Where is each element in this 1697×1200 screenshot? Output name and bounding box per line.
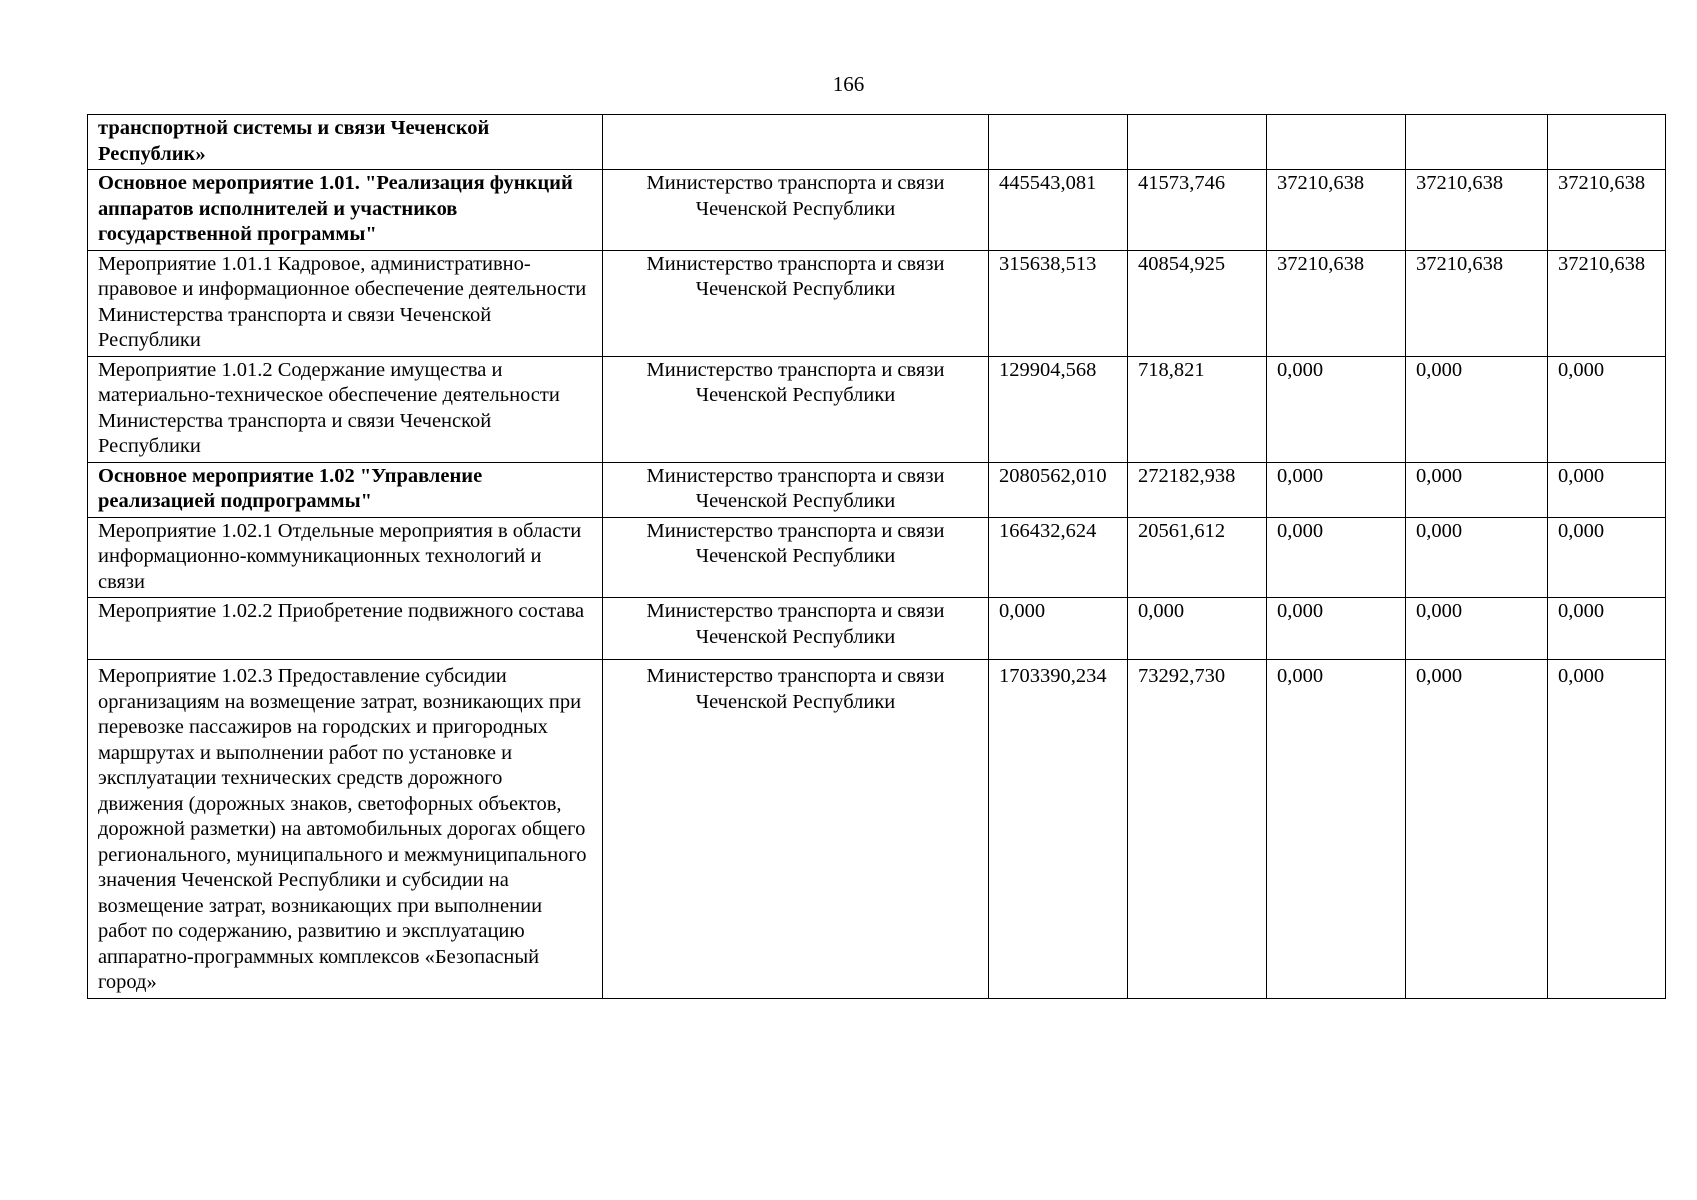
amount-cell: 0,000 [1267, 598, 1406, 660]
executor-cell: Министерство транспорта и связи Чеченской Республики [603, 517, 989, 598]
amount-cell: 0,000 [1406, 462, 1548, 517]
amount-cell: 0,000 [1548, 356, 1666, 462]
amount-cell: 129904,568 [989, 356, 1128, 462]
activity-name-cell: транспортной системы и связи Чеченской Республик» [88, 115, 603, 170]
amount-cell: 40854,925 [1128, 250, 1267, 356]
amount-cell [1406, 115, 1548, 170]
amount-cell: 37210,638 [1548, 250, 1666, 356]
activity-name-cell: Основное мероприятие 1.02 "Управление реализацией подпрограммы" [88, 462, 603, 517]
amount-cell: 272182,938 [1128, 462, 1267, 517]
amount-cell [1548, 115, 1666, 170]
activity-name-cell: Мероприятие 1.02.2 Приобретение подвижного состава [88, 598, 603, 660]
executor-cell [603, 115, 989, 170]
budget-table [87, 114, 1666, 999]
amount-cell: 315638,513 [989, 250, 1128, 356]
amount-cell: 37210,638 [1406, 250, 1548, 356]
table-row [88, 115, 1666, 170]
activity-name-cell: Основное мероприятие 1.01. "Реализация функций аппаратов исполнителей и участников государственной программы" [88, 170, 603, 251]
amount-cell: 0,000 [1267, 660, 1406, 999]
amount-cell: 0,000 [1406, 598, 1548, 660]
executor-cell: Министерство транспорта и связи Чеченской Республики [603, 250, 989, 356]
amount-cell: 37210,638 [1406, 170, 1548, 251]
amount-cell: 37210,638 [1548, 170, 1666, 251]
amount-cell: 0,000 [1267, 462, 1406, 517]
amount-cell: 0,000 [989, 598, 1128, 660]
executor-cell: Министерство транспорта и связи Чеченской Республики [603, 170, 989, 251]
table-row [88, 598, 1666, 660]
amount-cell: 37210,638 [1267, 250, 1406, 356]
amount-cell: 2080562,010 [989, 462, 1128, 517]
amount-cell [989, 115, 1128, 170]
amount-cell: 1703390,234 [989, 660, 1128, 999]
amount-cell: 0,000 [1267, 517, 1406, 598]
activity-name-cell: Мероприятие 1.02.1 Отдельные мероприятия в области информационно-коммуникационных технологий и связи [88, 517, 603, 598]
table-row [88, 462, 1666, 517]
amount-cell: 718,821 [1128, 356, 1267, 462]
table-row [88, 356, 1666, 462]
amount-cell [1128, 115, 1267, 170]
executor-cell: Министерство транспорта и связи Чеченской Республики [603, 356, 989, 462]
table-row [88, 660, 1666, 999]
executor-cell: Министерство транспорта и связи Чеченской Республики [603, 462, 989, 517]
amount-cell [1267, 115, 1406, 170]
amount-cell: 41573,746 [1128, 170, 1267, 251]
amount-cell: 73292,730 [1128, 660, 1267, 999]
executor-cell: Министерство транспорта и связи Чеченской Республики [603, 598, 989, 660]
amount-cell: 0,000 [1128, 598, 1267, 660]
amount-cell: 0,000 [1548, 598, 1666, 660]
amount-cell: 20561,612 [1128, 517, 1267, 598]
amount-cell: 0,000 [1406, 517, 1548, 598]
amount-cell: 0,000 [1548, 660, 1666, 999]
activity-name-cell: Мероприятие 1.02.3 Предоставление субсидии организациям на возмещение затрат, возникающих при перевозке пассажиров на городских и пригородных маршрутах и выполнении работ по установке и эксплуатации технических средств дорожного движения (дорожных знаков, светофорных объектов, дорожной разметки) на автомобильных дорогах общего регионального, муниципального и межмуниципального значения Чеченской Республики и субсидии на возмещение затрат, возникающих при выполнении работ по содержанию, развитию и эксплуатацию аппаратно-программных комплексов «Безопасный город» [88, 660, 603, 999]
amount-cell: 0,000 [1406, 356, 1548, 462]
amount-cell: 0,000 [1267, 356, 1406, 462]
amount-cell: 0,000 [1548, 462, 1666, 517]
activity-name-cell: Мероприятие 1.01.2 Содержание имущества и материально-техническое обеспечение деятельности Министерства транспорта и связи Чеченской Республики [88, 356, 603, 462]
table-row [88, 517, 1666, 598]
activity-name-cell: Мероприятие 1.01.1 Кадровое, административно-правовое и информационное обеспечение деятельности Министерства транспорта и связи Чеченской Республики [88, 250, 603, 356]
amount-cell: 37210,638 [1267, 170, 1406, 251]
table-row [88, 250, 1666, 356]
page-number: 166 [832, 72, 865, 96]
amount-cell: 166432,624 [989, 517, 1128, 598]
amount-cell: 0,000 [1406, 660, 1548, 999]
amount-cell: 445543,081 [989, 170, 1128, 251]
table-row [88, 170, 1666, 251]
executor-cell: Министерство транспорта и связи Чеченской Республики [603, 660, 989, 999]
amount-cell: 0,000 [1548, 517, 1666, 598]
